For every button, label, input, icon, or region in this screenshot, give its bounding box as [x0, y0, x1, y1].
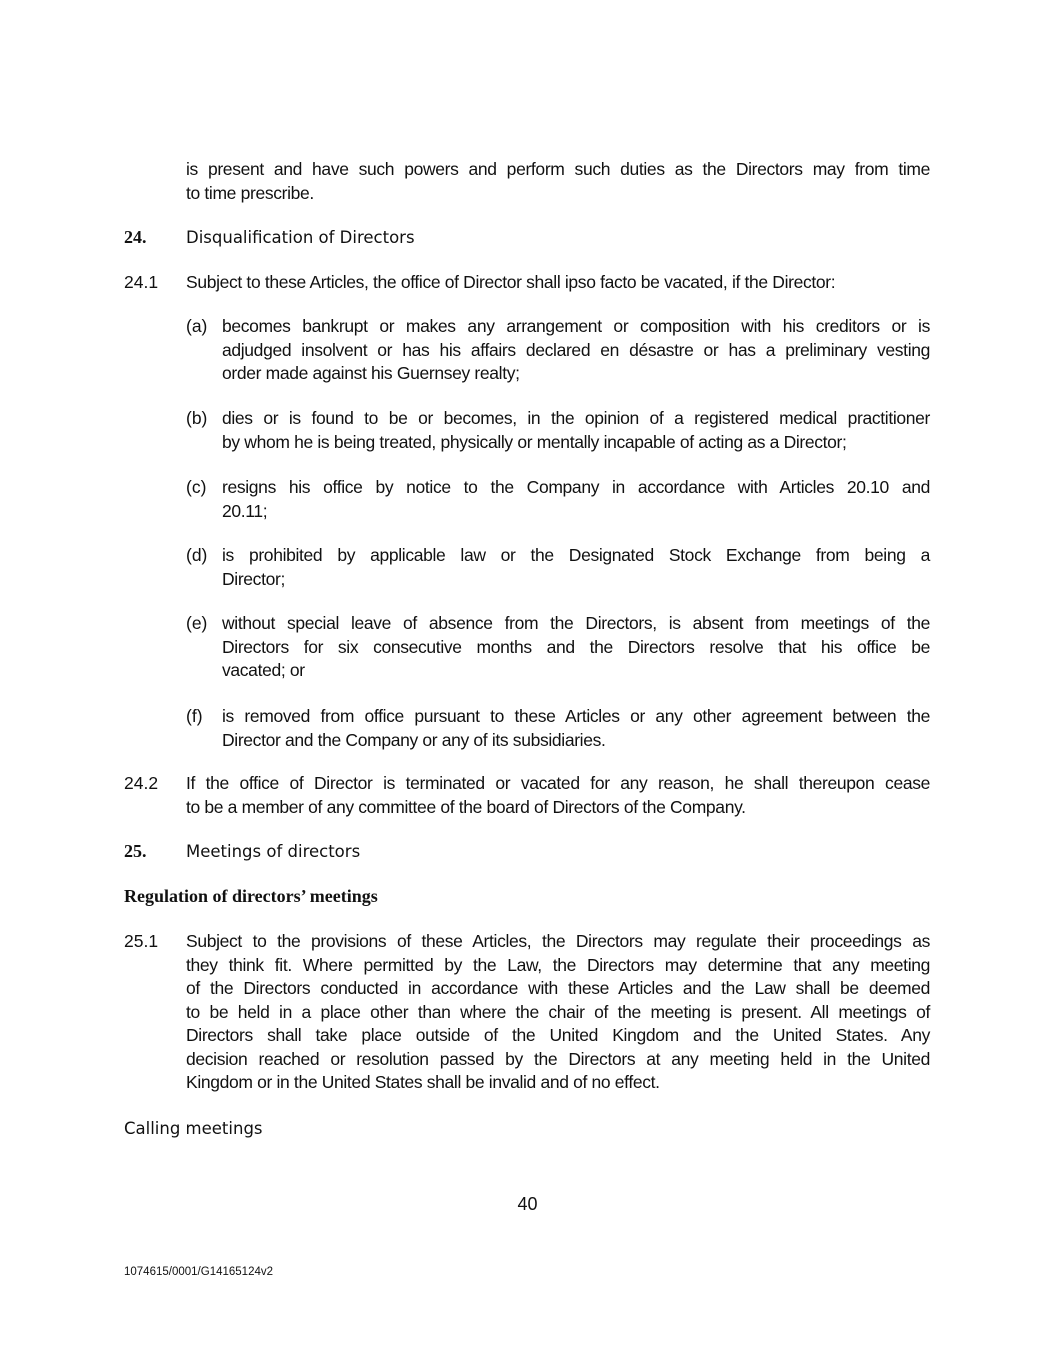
text-line: If the office of Director is terminated or vacated for any reason, he shall thereupon cease: [186, 773, 930, 793]
text-line: by whom he is being treated, physically or mentally incapable of acting as a Director;: [222, 431, 847, 452]
text-line: adjudged insolvent or has his affairs declared en désastre or has a preliminary vesting: [222, 339, 930, 360]
text-line: Director and the Company or any of its subsidiaries.: [222, 729, 606, 750]
clause-number: 24.1: [124, 272, 159, 292]
text-line: vacated; or: [222, 660, 305, 680]
text-line: 20.11;: [222, 500, 268, 521]
item-text: [222, 612, 930, 683]
item-label: (b): [186, 408, 208, 428]
text-line: decision reached or resolution passed by the Directors at any meeting held in the United: [186, 1048, 930, 1069]
continuation-paragraph: [186, 158, 930, 205]
text-line: order made against his Guernsey realty;: [222, 363, 520, 383]
text-line: is prohibited by applicable law or the Designated Stock Exchange from being a: [222, 545, 930, 565]
calling-meetings-heading: Calling meetings: [124, 1119, 263, 1138]
text-line: Directors for six consecutive months and the Directors resolve that his office be: [222, 636, 930, 657]
item-text: [222, 315, 930, 386]
text-line: Subject to these Articles, the office of Director shall ipso facto be vacated, if the Director:: [186, 272, 836, 292]
item-text: [222, 476, 930, 523]
clause-25-1-text: [186, 930, 930, 1095]
item-label: (f): [186, 706, 203, 726]
text-line: without special leave of absence from the Directors, is absent from meetings of the: [222, 613, 930, 633]
subheading: Regulation of directors’ meetings: [124, 886, 378, 906]
text-line: Subject to the provisions of these Articles, the Directors may regulate their proceedings as: [186, 931, 930, 951]
text-line: becomes bankrupt or makes any arrangement or composition with his creditors or is: [222, 316, 930, 336]
item-label: (e): [186, 613, 208, 633]
text-line: they think fit. Where permitted by the Law, the Directors may determine that any meeting: [186, 954, 930, 975]
text-line: Directors shall take place outside of the United Kingdom and the United States. Any: [186, 1025, 930, 1045]
clause-24-1-text: [186, 271, 930, 295]
document-reference: 1074615/0001/G14165124v2: [124, 1266, 274, 1278]
text-line: to be a member of any committee of the board of Directors of the Company.: [186, 796, 746, 817]
text-line: to time prescribe.: [186, 182, 314, 203]
item-label: (c): [186, 477, 207, 497]
item-label: (d): [186, 545, 208, 565]
text-line: is removed from office pursuant to these Articles or any other agreement between the: [222, 706, 930, 726]
text-line: is present and have such powers and perform such duties as the Directors may from time: [186, 159, 930, 179]
page-number: 40: [517, 1194, 538, 1214]
item-label: (a): [186, 316, 208, 336]
section-number: 24.: [124, 227, 147, 247]
text-line: dies or is found to be or becomes, in the opinion of a registered medical practitioner: [222, 408, 930, 428]
item-text: [222, 544, 930, 591]
item-text: [222, 705, 930, 752]
text-line: to be held in a place other than where the chair of the meeting is present. All meetings of: [186, 1001, 930, 1022]
text-line: of the Directors conducted in accordance with these Articles and the Law shall be deemed: [186, 978, 930, 998]
item-text: [222, 407, 930, 454]
section-number: 25.: [124, 841, 147, 861]
text-line: Director;: [222, 568, 285, 589]
text-line: resigns his office by notice to the Company in accordance with Articles 20.10 and: [222, 477, 930, 497]
clause-number: 25.1: [124, 931, 159, 951]
section-title: Disqualification of Directors: [186, 228, 415, 247]
section-title: Meetings of directors: [186, 842, 361, 861]
clause-24-2-text: [186, 772, 930, 819]
clause-number: 24.2: [124, 773, 159, 793]
text-line: Kingdom or in the United States shall be invalid and of no effect.: [186, 1072, 660, 1092]
